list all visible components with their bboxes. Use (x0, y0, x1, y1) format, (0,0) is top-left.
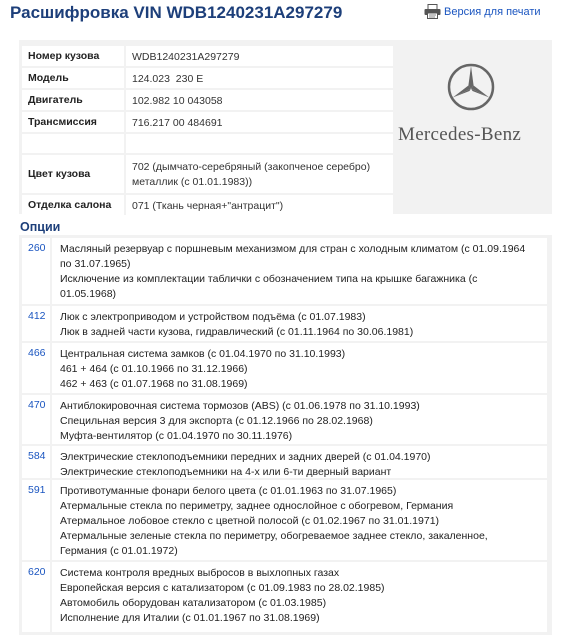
spec-row-engine (22, 90, 393, 110)
spec-value (126, 155, 393, 193)
option-line: Система контроля вредных выбросов в выхлопных газах (60, 567, 340, 579)
spec-value: 071 (Ткань черная+"антрацит") (132, 200, 284, 212)
option-line: Противотуманные фонари белого цвета (с 01.01.1963 по 31.07.1965) (60, 485, 397, 497)
option-line: Исключение из комплектации таблички с обозначением типа на крышке багажника (с (60, 273, 478, 285)
option-code-link[interactable]: 620 (22, 562, 52, 632)
option-code-link[interactable]: 466 (22, 343, 52, 393)
option-description (52, 395, 547, 444)
option-line: Люк с электроприводом и устройством подъёма (с 01.07.1983) (60, 311, 366, 323)
spec-label: Отделка салона (22, 195, 126, 215)
option-row (22, 343, 547, 393)
spec-row-interior (22, 195, 393, 215)
option-line: Масляный резервуар с поршневым механизмом для стран с холодным климатом (с 01.09.1964 (60, 243, 526, 255)
brand-wordmark: Mercedes-Benz (398, 124, 522, 145)
option-line: Специльная версия 3 для экспорта (с 01.12.1966 по 28.02.1968) (60, 415, 373, 427)
spec-row-body-number (22, 46, 393, 66)
option-line: Антиблокировочная система тормозов (ABS) (с 01.06.1978 по 31.10.1993) (60, 400, 420, 412)
printer-icon (424, 4, 441, 19)
option-description (52, 343, 547, 393)
spec-value-empty (126, 134, 393, 153)
option-line: Атермальное лобовое стекло с цветной полосой (с 01.02.1967 по 31.01.1971) (60, 515, 440, 527)
option-row (22, 480, 547, 560)
option-code-link[interactable]: 584 (22, 446, 52, 478)
option-line: Атермальные стекла по периметру, заднее однослойное с обогревом, Германия (60, 500, 454, 512)
option-code-link[interactable]: 470 (22, 395, 52, 444)
option-row (22, 562, 547, 632)
print-version-link[interactable] (424, 4, 541, 19)
option-line: 462 + 463 (с 01.07.1968 по 31.08.1969) (60, 378, 248, 390)
brand-logo (398, 63, 546, 146)
options-heading: Опции (20, 220, 61, 234)
spec-label: Цвет кузова (22, 155, 126, 193)
option-line: Атермальные зеленые стекла по периметру, обогреваемое заднее стекло, закаленное, (60, 530, 488, 542)
option-line: Центральная система замков (с 01.04.1970 по 31.10.1993) (60, 348, 346, 360)
option-line: Электрические стеклоподъемники передних и задних дверей (с 01.04.1970) (60, 451, 431, 463)
spec-row-body-color (22, 155, 393, 193)
option-line: Автомобиль оборудован катализатором (с 01.03.1985) (60, 597, 327, 609)
spec-label: Двигатель (22, 90, 126, 110)
option-description (52, 562, 547, 632)
option-line: 01.05.1968) (60, 288, 117, 300)
spec-label: Номер кузова (22, 46, 126, 66)
option-line: Исполнение для Италии (с 01.01.1967 по 31.08.1969) (60, 612, 320, 624)
specs-panel (19, 40, 552, 214)
spec-label: Трансмиссия (22, 112, 126, 132)
option-row (22, 306, 547, 341)
spec-row-spacer (22, 134, 393, 153)
spec-label-empty (22, 134, 126, 153)
option-line: Люк в задней части кузова, гидравлический (с 01.11.1964 по 30.06.1981) (60, 326, 414, 338)
spec-row-model (22, 68, 393, 88)
spec-value: 124.023 230 E (132, 73, 204, 85)
spec-value: 102.982 10 043058 (132, 95, 223, 107)
color-value-line-1: 702 (дымчато-серебряный (закопченое серебро) (132, 161, 371, 173)
color-value-line-2: металлик (с 01.01.1983)) (132, 176, 253, 188)
option-row (22, 395, 547, 444)
option-line: 461 + 464 (с 01.10.1966 по 31.12.1966) (60, 363, 248, 375)
spec-label: Модель (22, 68, 126, 88)
specs-table (22, 46, 393, 217)
option-line: Германия (с 01.01.1972) (60, 545, 178, 557)
option-row (22, 446, 547, 478)
spec-row-transmission (22, 112, 393, 132)
options-panel (19, 235, 552, 635)
option-description (52, 238, 547, 304)
option-line: Европейская версия с катализатором (с 01.09.1983 по 28.02.1985) (60, 582, 385, 594)
option-line: Муфта-вентилятор (с 01.04.1970 по 30.11.1976) (60, 430, 293, 442)
print-version-label[interactable]: Версия для печати (444, 5, 541, 18)
spec-value: WDB1240231A297279 (132, 51, 240, 63)
mercedes-star-icon (447, 63, 495, 111)
option-line: Электрические стеклоподъемники на 4-х или 6-ти дверный вариант (60, 466, 392, 478)
option-description (52, 480, 547, 560)
option-code-link[interactable]: 412 (22, 306, 52, 341)
page-title: Расшифровка VIN WDB1240231A297279 (10, 3, 343, 22)
option-code-link[interactable]: 591 (22, 480, 52, 560)
option-code-link[interactable]: 260 (22, 238, 52, 304)
option-description (52, 306, 547, 341)
option-line: по 31.07.1965) (60, 258, 131, 270)
option-description (52, 446, 547, 478)
option-row (22, 238, 547, 304)
spec-value: 716.217 00 484691 (132, 117, 223, 129)
